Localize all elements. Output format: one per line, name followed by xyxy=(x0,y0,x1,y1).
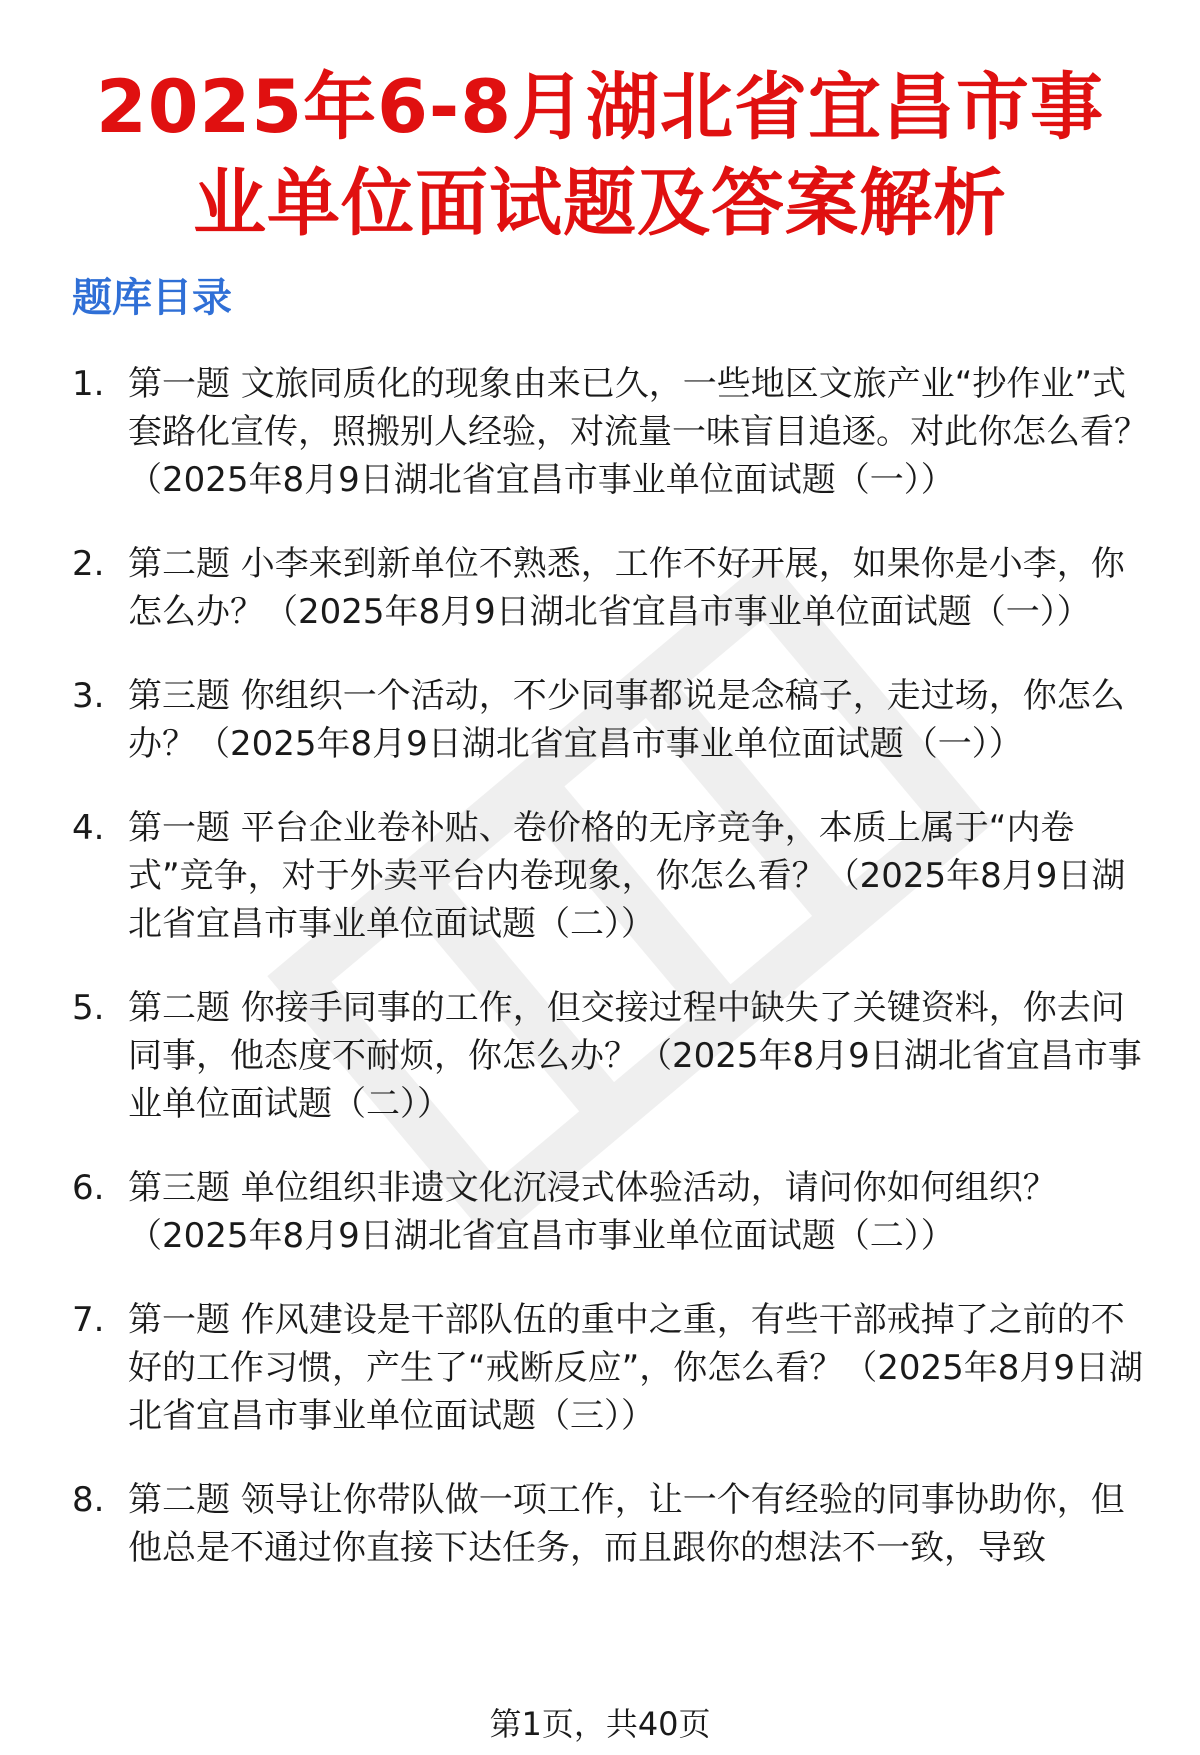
toc-item-text: 第一题 作风建设是干部队伍的重中之重，有些干部戒掉了之前的不好的工作习惯，产生了“戒断反应”，你怎么看？（2025年8月9日湖北省宜昌市事业单位面试题（三）） xyxy=(128,1300,1144,1436)
toc-item-7[interactable] xyxy=(72,1296,1152,1440)
toc-item-number: 6. xyxy=(72,1168,105,1208)
document-title: 2025年6-8月湖北省宜昌市事业单位面试题及答案解析 xyxy=(95,65,1105,246)
toc-list xyxy=(72,360,1152,1572)
page-footer: 第1页，共40页 xyxy=(489,1705,711,1743)
toc-item-number: 7. xyxy=(72,1300,105,1340)
toc-item-text: 第一题 文旅同质化的现象由来已久，一些地区文旅产业“抄作业”式套路化宣传，照搬别人经验，对流量一味盲目追逐。对此你怎么看？（2025年8月9日湖北省宜昌市事业单位面试题（一）） xyxy=(128,364,1148,500)
spacer xyxy=(72,768,1152,804)
spacer xyxy=(72,636,1152,672)
toc-item-number: 1. xyxy=(72,364,105,404)
toc-item-number: 8. xyxy=(72,1480,105,1520)
toc-item-text: 第一题 平台企业卷补贴、卷价格的无序竞争，本质上属于“内卷式”竞争，对于外卖平台内卷现象，你怎么看？（2025年8月9日湖北省宜昌市事业单位面试题（二）） xyxy=(128,808,1126,944)
spacer xyxy=(72,504,1152,540)
toc-item-text: 第二题 领导让你带队做一项工作，让一个有经验的同事协助你，但他总是不通过你直接下达任务，而且跟你的想法不一致，导致 xyxy=(128,1480,1125,1568)
toc-item-1[interactable] xyxy=(72,360,1152,504)
toc-item-4[interactable] xyxy=(72,804,1152,948)
toc-heading: 题库目录 xyxy=(72,275,232,321)
toc-item-number: 3. xyxy=(72,676,105,716)
toc-item-5[interactable] xyxy=(72,984,1152,1128)
toc-item-text: 第三题 单位组织非遗文化沉浸式体验活动，请问你如何组织？（2025年8月9日湖北省宜昌市事业单位面试题（二）） xyxy=(128,1168,1057,1256)
toc-item-number: 5. xyxy=(72,988,105,1028)
toc-item-number: 2. xyxy=(72,544,105,584)
toc-item-text: 第二题 你接手同事的工作，但交接过程中缺失了关键资料，你去问同事，他态度不耐烦，你怎么办？（2025年8月9日湖北省宜昌市事业单位面试题（二）） xyxy=(128,988,1142,1124)
toc-item-3[interactable] xyxy=(72,672,1152,768)
spacer xyxy=(72,1128,1152,1164)
spacer xyxy=(72,1260,1152,1296)
toc-item-text: 第三题 你组织一个活动，不少同事都说是念稿子，走过场，你怎么办？（2025年8月9日湖北省宜昌市事业单位面试题（一）） xyxy=(128,676,1125,764)
toc-item-number: 4. xyxy=(72,808,105,848)
spacer xyxy=(72,1440,1152,1476)
toc-item-text: 第二题 小李来到新单位不熟悉，工作不好开展，如果你是小李，你怎么办？（2025年8月9日湖北省宜昌市事业单位面试题（一）） xyxy=(128,544,1125,632)
toc-item-2[interactable] xyxy=(72,540,1152,636)
spacer xyxy=(72,948,1152,984)
toc-item-8[interactable] xyxy=(72,1476,1152,1572)
toc-item-6[interactable] xyxy=(72,1164,1152,1260)
